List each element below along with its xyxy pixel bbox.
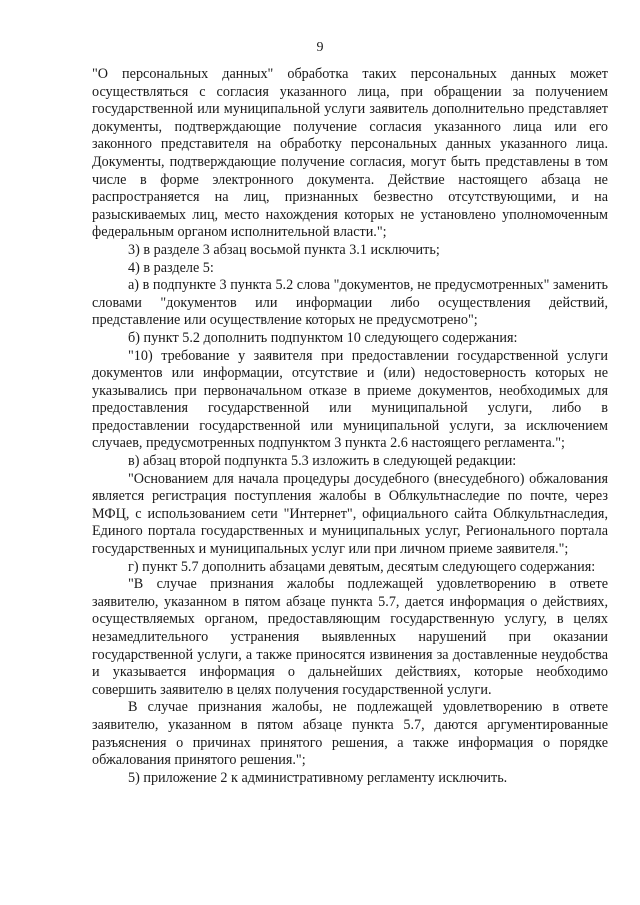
paragraph-item-5: 5) приложение 2 к административному регламенту исключить. xyxy=(128,769,508,786)
paragraph-subitem-a: а) в подпункте 3 пункта 5.2 слова "документов, не предусмотренных" заменить словами "документов или информации либо осуществления действий, представление или осуществление которых не предусмотрено"; xyxy=(92,277,608,329)
paragraph-item-4: 4) в разделе 5: xyxy=(128,259,214,276)
paragraph-complaint-rejected: В случае признания жалобы, не подлежащей удовлетворению в ответе заявителю, указанном в пятом абзаце пункта 5.7, даются аргументированные разъяснения о причинах принятого решения, а также информация о порядке обжалования принятого решения."; xyxy=(92,699,608,769)
paragraph-subitem-g: г) пункт 5.7 дополнить абзацами девятым, десятым следующего содержания: xyxy=(128,558,596,575)
paragraph-quote-10: "10) требование у заявителя при предоставлении государственной услуги документов или информации, отсутствие и (или) недостоверность которых не указывались при первоначальном отказе в приеме документов, необходимых для предоставления государственной или муниципальной услуги, либо в предоставлении государственной или муниципальной услуги, за исключением случаев, предусмотренных подпунктом 3 пункта 2.6 настоящего регламента."; xyxy=(92,347,608,452)
paragraph-subitem-v: в) абзац второй подпункта 5.3 изложить в следующей редакции: xyxy=(128,453,517,470)
paragraph-personal-data-continuation: "О персональных данных" обработка таких персональных данных может осуществляться с согласия указанного лица, при обращении за получением государственной или муниципальной услуги заявитель дополнительно представляет документы, подтверждающие получение согласия указанного лица или его законного представителя на обработку персональных данных указанного лица. Документы, подтверждающие получение согласия, могут быть представлены в том числе в форме электронного документа. Действие настоящего абзаца не распространяется на лиц, признанных безвестно отсутствующими, и на разыскиваемых лиц, место нахождения которых не установлено уполномоченным федеральным органом исполнительной власти."; xyxy=(92,66,608,241)
document-body xyxy=(92,66,608,787)
paragraph-quote-complaint-satisfied: "В случае признания жалобы подлежащей удовлетворению в ответе заявителю, указанном в пятом абзаце пункта 5.7, дается информация о действиях, осуществляемых органом, предоставляющим государственную услугу, в целях незамедлительного устранения выявленных нарушений при оказании государственной услуги, а также приносятся извинения за доставленные неудобства и указывается информация о дальнейших действиях, которые необходимо совершить заявителю в целях получения государственной услуги. xyxy=(92,576,608,698)
paragraph-quote-appeal-basis: "Основанием для начала процедуры досудебного (внесудебного) обжалования является регистрация поступления жалобы в Облкультнаследие по почте, через МФЦ, с использованием сети "Интернет", официального сайта Облкультнаследия, Единого портала государственных и муниципальных услуг, Регионального портала государственных и муниципальных услуг или при личном приеме заявителя."; xyxy=(92,470,608,558)
paragraph-item-3: 3) в разделе 3 абзац восьмой пункта 3.1 исключить; xyxy=(128,241,440,258)
paragraph-subitem-b: б) пункт 5.2 дополнить подпунктом 10 следующего содержания: xyxy=(128,329,518,346)
page-number: 9 xyxy=(316,40,324,55)
